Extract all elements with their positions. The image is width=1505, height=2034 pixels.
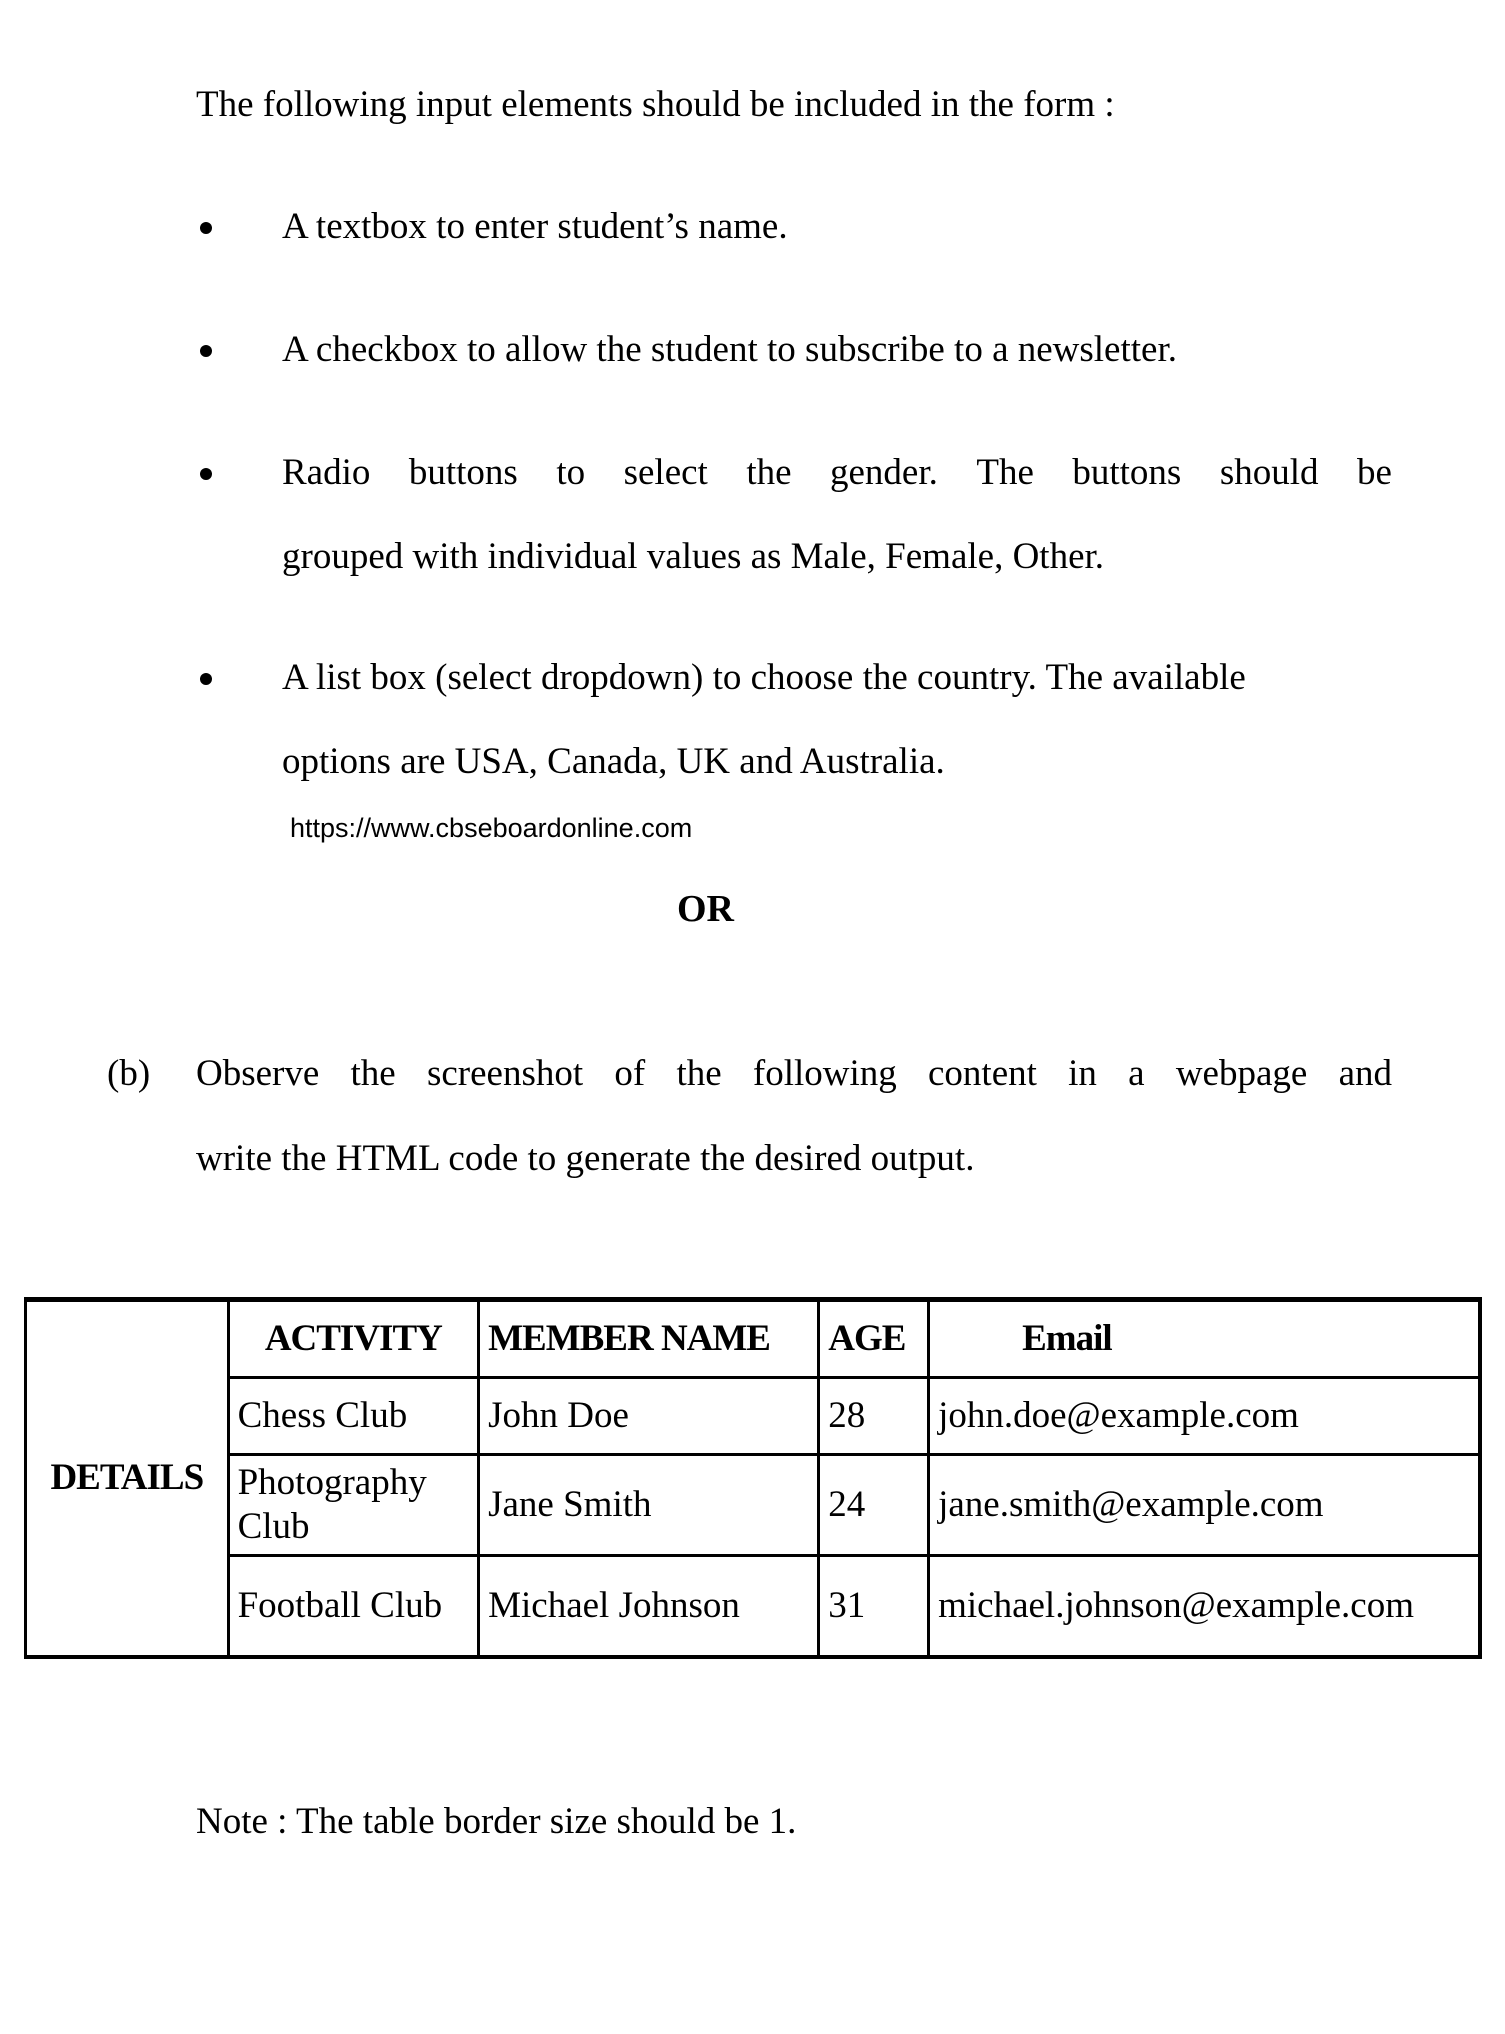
word: the bbox=[350, 1053, 396, 1094]
table-header-row bbox=[26, 1300, 1481, 1378]
bullet-icon bbox=[200, 673, 212, 685]
table-row bbox=[26, 1378, 1481, 1455]
cell-member-name: Michael Johnson bbox=[479, 1556, 819, 1658]
table-row bbox=[26, 1556, 1481, 1658]
cell-age: 24 bbox=[819, 1455, 929, 1556]
cell-age: 28 bbox=[819, 1378, 929, 1455]
bullet-radio-line1 bbox=[282, 454, 1392, 491]
bullet-radio-line2: grouped with individual values as Male, Female, Other. bbox=[282, 536, 1105, 577]
details-table bbox=[24, 1297, 1482, 1659]
cell-member-name: John Doe bbox=[479, 1378, 819, 1455]
cell-email: john.doe@example.com bbox=[929, 1378, 1480, 1455]
word: should bbox=[1219, 452, 1319, 493]
word: content bbox=[928, 1053, 1037, 1094]
cell-email: michael.johnson@example.com bbox=[929, 1556, 1480, 1658]
bullet-icon bbox=[200, 345, 212, 357]
note-text: Note : The table border size should be 1. bbox=[196, 1801, 797, 1842]
word: buttons bbox=[1072, 452, 1182, 493]
bullet-listbox-line2: options are USA, Canada, UK and Australia. bbox=[282, 741, 945, 782]
word: to bbox=[556, 452, 586, 493]
bullet-textbox: A textbox to enter student’s name. bbox=[282, 206, 788, 247]
cell-email: jane.smith@example.com bbox=[929, 1455, 1480, 1556]
bullet-checkbox: A checkbox to allow the student to subscribe to a newsletter. bbox=[282, 329, 1177, 370]
row-header-details: DETAILS bbox=[26, 1300, 229, 1658]
word: the bbox=[676, 1053, 722, 1094]
bullet-listbox-line1: A list box (select dropdown) to choose the country. The available bbox=[282, 657, 1246, 698]
bullet-icon bbox=[200, 468, 212, 480]
column-header-member-name: MEMBER NAME bbox=[479, 1300, 819, 1378]
word: of bbox=[614, 1053, 646, 1094]
part-b-line2: write the HTML code to generate the desired output. bbox=[196, 1138, 975, 1179]
table-row bbox=[26, 1455, 1481, 1556]
cell-activity: Football Club bbox=[228, 1556, 479, 1658]
word: in bbox=[1068, 1053, 1097, 1094]
word: webpage bbox=[1175, 1053, 1308, 1094]
word: and bbox=[1338, 1053, 1392, 1094]
word: screenshot bbox=[426, 1053, 584, 1094]
word: the bbox=[746, 452, 792, 493]
word: Observe bbox=[196, 1053, 320, 1094]
part-b-label: (b) bbox=[107, 1053, 151, 1094]
bullet-icon bbox=[200, 222, 212, 234]
column-header-email: Email bbox=[929, 1300, 1480, 1378]
intro-text: The following input elements should be included in the form : bbox=[196, 84, 1115, 125]
word: a bbox=[1128, 1053, 1145, 1094]
cell-age: 31 bbox=[819, 1556, 929, 1658]
column-header-age: AGE bbox=[819, 1300, 929, 1378]
word: be bbox=[1357, 452, 1392, 493]
cell-activity: Photography Club bbox=[228, 1455, 479, 1556]
watermark-url: https://www.cbseboardonline.com bbox=[290, 813, 693, 843]
cell-member-name: Jane Smith bbox=[479, 1455, 819, 1556]
word: gender. bbox=[830, 452, 938, 493]
word: following bbox=[752, 1053, 897, 1094]
part-b-line1 bbox=[196, 1055, 1392, 1092]
cell-activity: Chess Club bbox=[228, 1378, 479, 1455]
column-header-activity: ACTIVITY bbox=[228, 1300, 479, 1378]
word: Radio bbox=[282, 452, 371, 493]
word: buttons bbox=[408, 452, 518, 493]
word: select bbox=[623, 452, 708, 493]
word: The bbox=[976, 452, 1034, 493]
or-separator: OR bbox=[677, 888, 734, 930]
